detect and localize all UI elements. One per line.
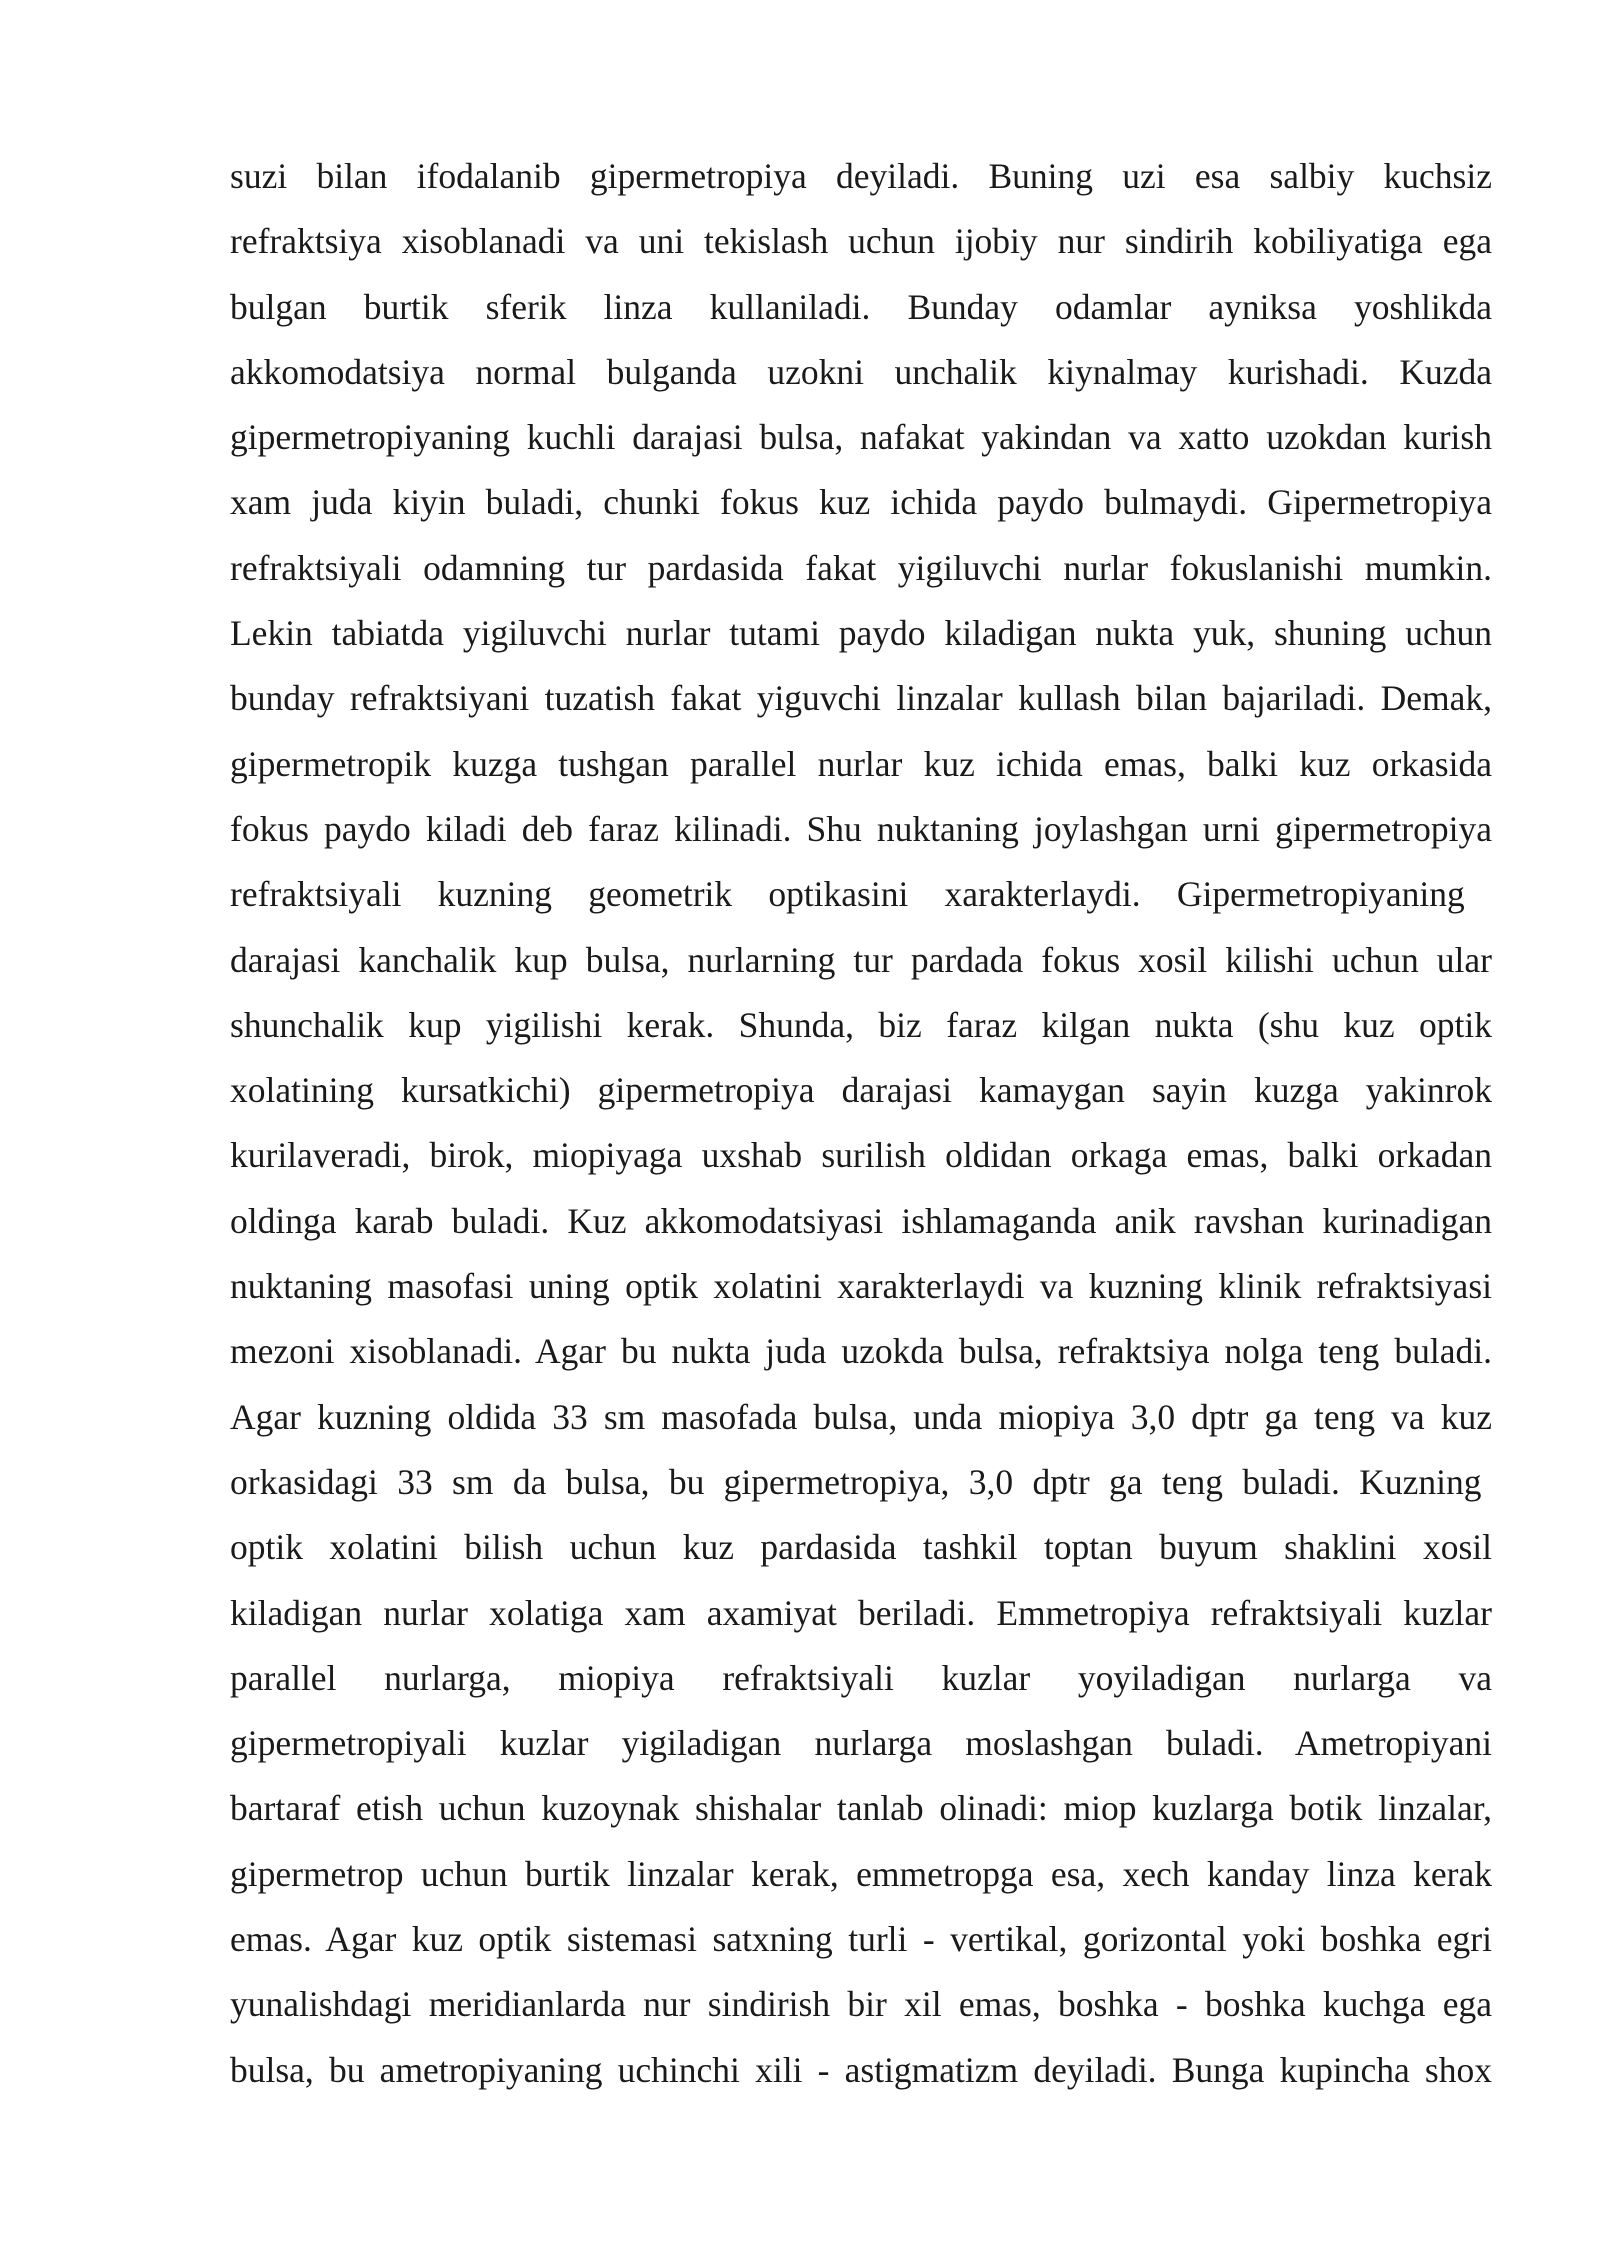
text-line: xolatining kursatkichi) gipermetropiya darajasi kamaygan sayin kuzga yakinrok: [230, 1070, 1492, 1111]
text-line: kurilaveradi, birok, miopiyaga uxshab surilish oldidan orkaga emas, balki orkadan: [230, 1135, 1492, 1176]
text-line: Lekin tabiatda yigiluvchi nurlar tutami paydo kiladigan nukta yuk, shuning uchun: [230, 613, 1492, 654]
text-line: bartaraf etish uchun kuzoynak shishalar tanlab olinadi: miop kuzlarga botik linzalar,: [230, 1788, 1492, 1829]
text-line: bulgan burtik sferik linza kullaniladi. Bunday odamlar ayniksa yoshlikda: [230, 286, 1492, 327]
text-line: kiladigan nurlar xolatiga xam axamiyat beriladi. Emmetropiya refraktsiyali kuzlar: [230, 1592, 1492, 1633]
text-line: bunday refraktsiyani tuzatish fakat yiguvchi linzalar kullash bilan bajariladi. Demak,: [230, 678, 1492, 719]
text-line: darajasi kanchalik kup bulsa, nurlarning tur pardada fokus xosil kilishi uchun ular: [230, 939, 1492, 980]
text-line: emas. Agar kuz optik sistemasi satxning turli - vertikal, gorizontal yoki boshka egri: [230, 1919, 1492, 1960]
text-line: optik xolatini bilish uchun kuz pardasida tashkil toptan buyum shaklini xosil: [230, 1527, 1492, 1568]
text-line: orkasidagi 33 sm da bulsa, bu gipermetropiya, 3,0 dptr ga teng buladi. Kuzning: [230, 1461, 1482, 1502]
text-line: shunchalik kup yigilishi kerak. Shunda, biz faraz kilgan nukta (shu kuz optik: [230, 1004, 1492, 1045]
text-line: fokus paydo kiladi deb faraz kilinadi. Shu nuktaning joylashgan urni gipermetropiya: [230, 808, 1492, 849]
text-line: gipermetropik kuzga tushgan parallel nurlar kuz ichida emas, balki kuz orkasida: [230, 743, 1492, 784]
text-line: Agar kuzning oldida 33 sm masofada bulsa, unda miopiya 3,0 dptr ga teng va kuz: [230, 1396, 1492, 1437]
text-line: refraktsiya xisoblanadi va uni tekislash uchun ijobiy nur sindirih kobiliyatiga ega: [230, 221, 1492, 262]
text-line: refraktsiyali kuzning geometrik optikasini xarakterlaydi. Gipermetropiyaning: [230, 874, 1465, 915]
body-text: [230, 144, 1492, 2103]
text-line: akkomodatsiya normal bulganda uzokni unchalik kiynalmay kurishadi. Kuzda: [230, 351, 1492, 392]
text-line: suzi bilan ifodalanib gipermetropiya deyiladi. Buning uzi esa salbiy kuchsiz: [230, 156, 1492, 196]
text-line: parallel nurlarga, miopiya refraktsiyali kuzlar yoyiladigan nurlarga va: [230, 1657, 1492, 1698]
text-line: refraktsiyali odamning tur pardasida fakat yigiluvchi nurlar fokuslanishi mumkin.: [230, 547, 1492, 588]
text-line: yunalishdagi meridianlarda nur sindirish bir xil emas, boshka - boshka kuchga ega: [230, 1984, 1492, 2025]
text-line: gipermetrop uchun burtik linzalar kerak, emmetropga esa, xech kanday linza kerak: [230, 1853, 1492, 1894]
text-line: bulsa, bu ametropiyaning uchinchi xili - astigmatizm deyiladi. Bunga kupincha shox: [230, 2049, 1492, 2090]
text-line: gipermetropiyali kuzlar yigiladigan nurlarga moslashgan buladi. Ametropiyani: [230, 1723, 1492, 1764]
text-line: xam juda kiyin buladi, chunki fokus kuz ichida paydo bulmaydi. Gipermetropiya: [230, 482, 1492, 523]
text-line: oldinga karab buladi. Kuz akkomodatsiyasi ishlamaganda anik ravshan kurinadigan: [230, 1200, 1492, 1241]
text-line: mezoni xisoblanadi. Agar bu nukta juda uzokda bulsa, refraktsiya nolga teng buladi.: [230, 1331, 1492, 1372]
text-line: gipermetropiyaning kuchli darajasi bulsa, nafakat yakindan va xatto uzokdan kurish: [230, 417, 1492, 458]
text-line: nuktaning masofasi uning optik xolatini xarakterlaydi va kuzning klinik refraktsiyasi: [230, 1266, 1492, 1307]
